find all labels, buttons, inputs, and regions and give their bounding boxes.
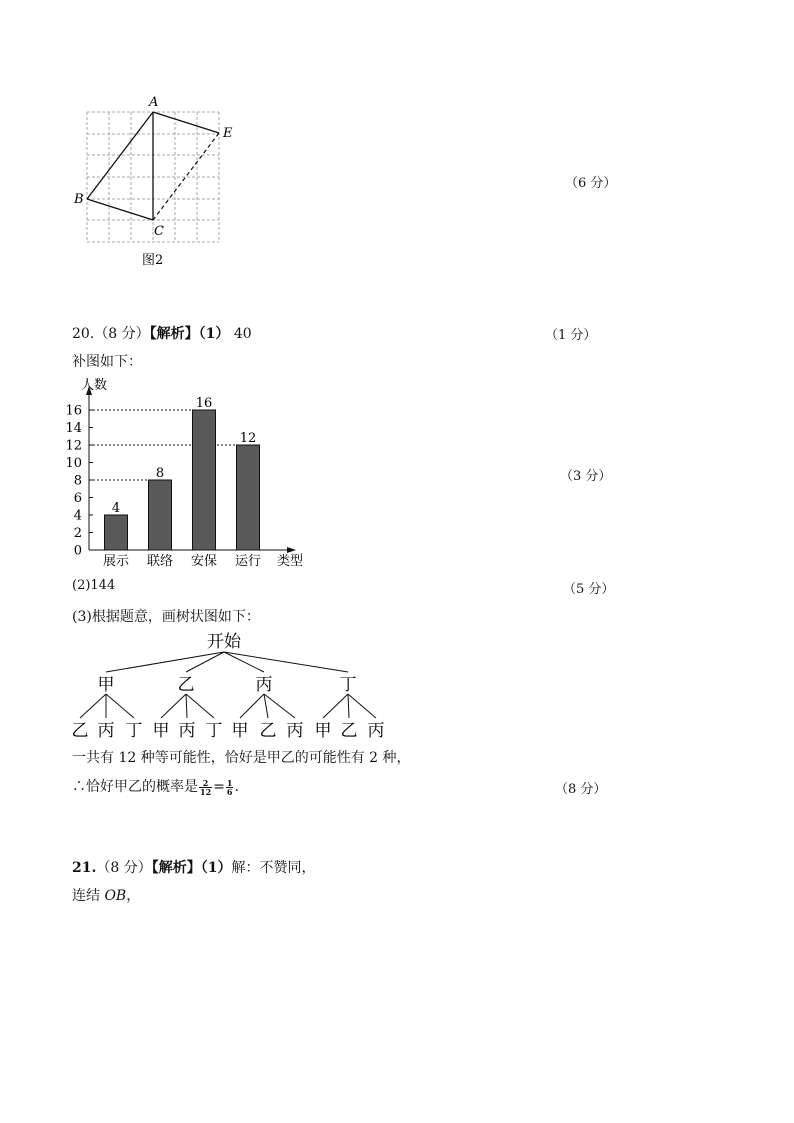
point-label-a: A xyxy=(149,95,159,110)
value-label-2: 16 xyxy=(195,396,213,411)
prob-frac2-den: 6 xyxy=(226,786,233,797)
q20-part2-score: （5 分） xyxy=(563,582,615,597)
x-label-0: 展示 xyxy=(102,554,130,569)
tree-l2-3-0: 甲 xyxy=(314,721,332,741)
tree-l2-2-0: 甲 xyxy=(231,721,249,741)
prob-frac1-den: 12 xyxy=(200,786,212,797)
tree-l1-1: 乙 xyxy=(177,675,195,695)
tree-l2-2-2: 丙 xyxy=(286,721,304,741)
q21-line2-suffix: ， xyxy=(126,888,141,904)
q21-part1-text: 解：不赞同， xyxy=(231,860,316,876)
q21-score: （8 分） xyxy=(96,860,152,876)
tree-l1-0: 甲 xyxy=(97,675,115,695)
bar-1 xyxy=(149,480,172,550)
q20-number: 20 xyxy=(72,326,90,342)
bar-2 xyxy=(193,410,216,550)
q20-probability-score: （8 分） xyxy=(555,782,607,797)
y-tick-label-0: 0 xyxy=(73,543,82,559)
value-label-3: 12 xyxy=(239,431,257,446)
prob-frac2-num: 1 xyxy=(226,777,233,788)
y-tick-label-4: 8 xyxy=(73,473,82,489)
q20-part1-label: （1） xyxy=(198,326,230,342)
q20-score: （8 分） xyxy=(94,326,150,342)
tree-l2-3-2: 丙 xyxy=(367,721,385,741)
figure-caption: 图2 xyxy=(142,253,164,268)
q20-probability-line xyxy=(72,776,239,796)
value-label-0: 4 xyxy=(111,501,121,516)
q20-part1-score: （1 分） xyxy=(545,328,597,343)
prob-fraction-2 xyxy=(226,779,234,796)
q21-line2-prefix: 连结 xyxy=(72,888,105,904)
q21-part1-label: （1） xyxy=(200,860,232,876)
value-label-1: 8 xyxy=(155,466,165,481)
tree-l2-1-2: 丁 xyxy=(205,721,223,741)
y-axis-label: 人数 xyxy=(81,378,108,393)
tree-l2-1-0: 甲 xyxy=(152,721,170,741)
q20-supplement-text: 补图如下： xyxy=(72,354,142,370)
y-tick-label-7: 14 xyxy=(65,421,82,436)
q20-part1-value: 40 xyxy=(233,326,252,342)
x-axis-label: 类型 xyxy=(277,554,304,569)
q20-conclusion-text: 一共有 12 种等可能性，恰好是甲乙的可能性有 2 种， xyxy=(72,750,411,766)
q21-line2 xyxy=(72,885,140,905)
y-tick-label-8: 16 xyxy=(65,403,82,419)
prob-frac1-num: 2 xyxy=(199,779,212,788)
chart-value-labels xyxy=(112,396,256,516)
y-tick-label-2: 4 xyxy=(73,508,82,524)
tree-l2-3-1: 乙 xyxy=(340,721,358,741)
chart-bars xyxy=(105,410,260,550)
tree-l2-1-1: 丙 xyxy=(178,721,196,741)
tree-l1-3: 丁 xyxy=(339,675,357,695)
q20-part3-text: (3)根据题意，画树状图如下： xyxy=(72,609,260,625)
chart-x-labels xyxy=(103,553,261,569)
x-axis-arrow xyxy=(287,547,296,553)
y-tick-label-1: 2 xyxy=(73,526,82,541)
tree-diagram xyxy=(66,628,406,744)
x-label-3: 运行 xyxy=(234,554,262,569)
q21-header: 21.（8 分）【解析】（1）解：不赞同， xyxy=(72,860,316,876)
q20-chart-score: （3 分） xyxy=(560,469,612,484)
x-label-1: 联络 xyxy=(146,554,174,569)
prob-prefix: ∴恰好甲乙的概率是 xyxy=(72,779,198,795)
q20-part2-text: (2)144 xyxy=(72,578,116,593)
y-tick-label-6: 12 xyxy=(65,438,82,454)
prob-eq: = xyxy=(213,779,225,795)
tree-l2-2-1: 乙 xyxy=(259,721,277,741)
figure-2-grid-diagram xyxy=(74,92,260,272)
q21-line2-var: OB xyxy=(104,888,127,904)
prob-fraction-1 xyxy=(199,779,212,796)
q20-header: 20.（8 分）【解析】（1） 40 xyxy=(72,326,252,342)
bar-0 xyxy=(105,515,128,550)
tree-branches xyxy=(80,652,376,718)
point-label-b: B xyxy=(74,192,84,207)
q21-number: 21 xyxy=(72,860,92,876)
tree-root: 开始 xyxy=(207,632,241,652)
tree-l2-0-2: 丁 xyxy=(125,721,143,741)
x-label-2: 安保 xyxy=(190,554,218,569)
bar-chart xyxy=(60,372,320,572)
q21-analysis-tag: 【解析】 xyxy=(151,860,201,876)
triangle-abc xyxy=(87,112,219,220)
y-tick-label-3: 6 xyxy=(73,491,82,506)
bar-3 xyxy=(237,445,260,550)
tree-l1-2: 丙 xyxy=(255,675,273,695)
prob-end: . xyxy=(234,779,239,795)
tree-l2-0-1: 丙 xyxy=(97,721,115,741)
y-tick-label-5: 10 xyxy=(65,456,82,471)
point-label-e: E xyxy=(223,126,233,141)
score-6-points: （6 分） xyxy=(565,176,617,191)
point-label-c: C xyxy=(154,224,164,239)
q20-analysis-tag: 【解析】 xyxy=(149,326,199,342)
tree-l2-0-0: 乙 xyxy=(71,721,89,741)
